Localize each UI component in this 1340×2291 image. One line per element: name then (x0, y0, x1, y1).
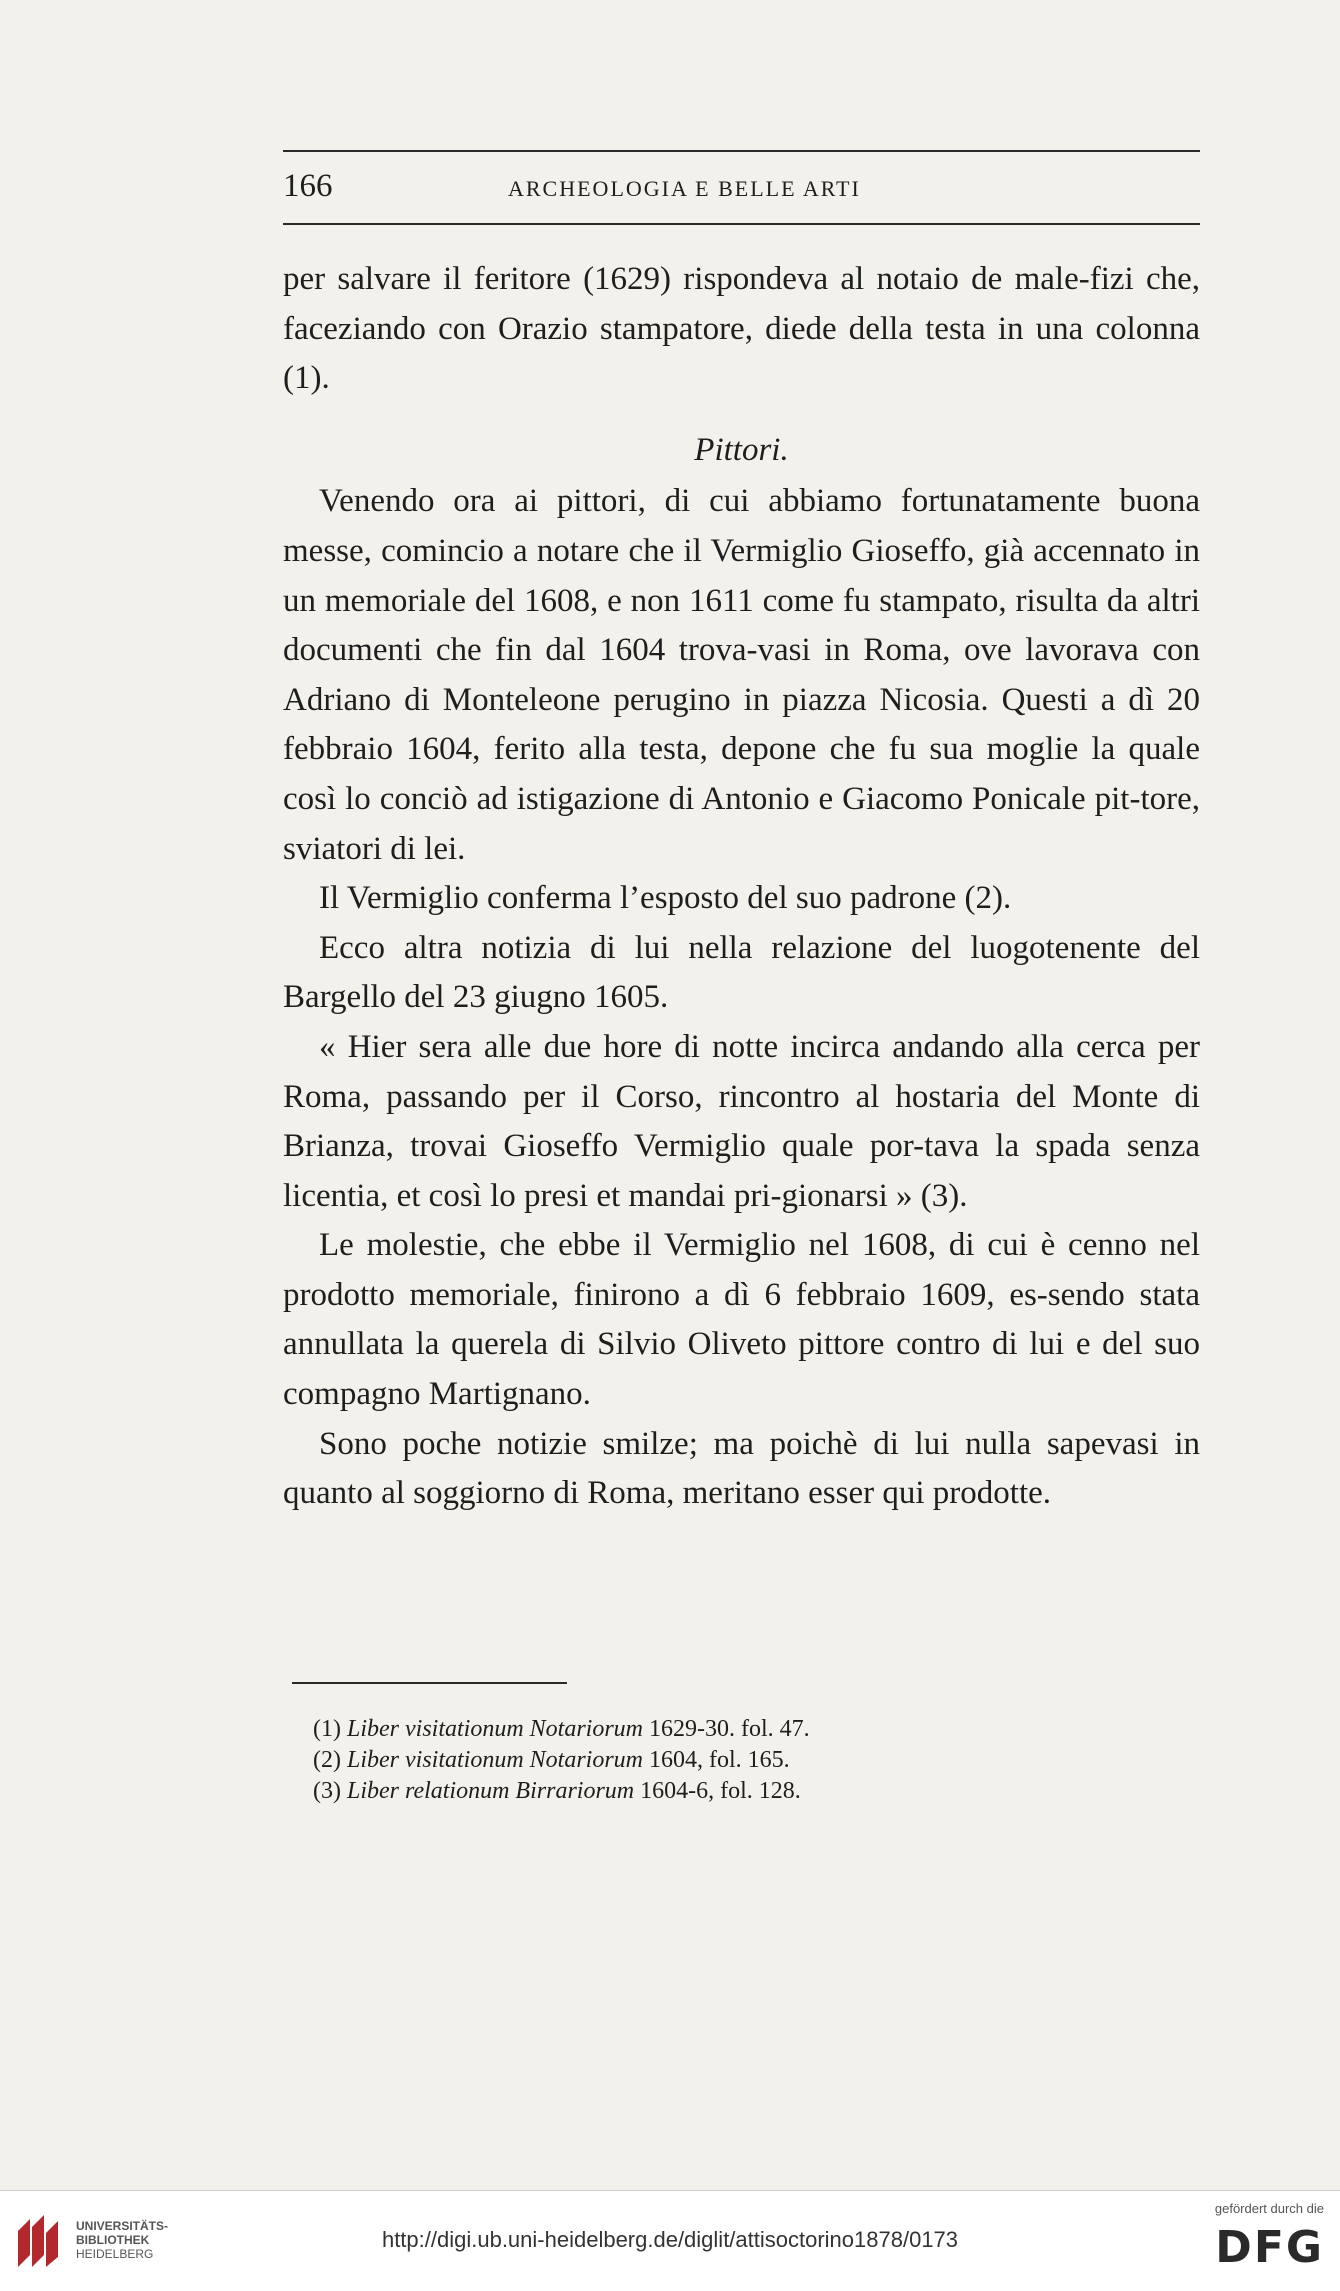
paragraph-4: Ecco altra notizia di lui nella relazione del luogotenente del Bargello del 23 giugno 1605. (283, 929, 1200, 1016)
footnote-2 (313, 1745, 1193, 1776)
footnote-source: Liber relationum Birrariorum (346, 1778, 635, 1804)
footnote-reference: 1604-6, fol. 128. (640, 1778, 801, 1804)
running-head-title: ARCHEOLOGIA E BELLE ARTI (508, 176, 861, 201)
footnote-reference: 1629-30. fol. 47. (649, 1716, 810, 1742)
footnote-rule (292, 1682, 567, 1684)
library-name-line: UNIVERSITÄTS- (76, 2219, 169, 2233)
footnotes (313, 1714, 1193, 1807)
header-rule-top (283, 150, 1200, 152)
permalink-link[interactable]: http://digi.ub.uni-heidelberg.de/diglit/attisoctorino1878/0173 (381, 2227, 959, 2252)
section-heading: Pittori. (694, 431, 789, 468)
paragraph-2: Venendo ora ai pittori, di cui abbiamo fortunatamente buona messe, comincio a notare che il Vermiglio Gioseffo, già accennato in un memoriale del 1608, e non 1611 come fu stampato, risulta da altri documenti che fin dal 1604 trova-vasi in Roma, ove lavorava con Adriano di Monteleone perugino in piazza Nicosia. Questi a dì 20 febbraio 1604, ferito alla testa, depone che fu sua moglie la quale così lo conciò ad istigazione di Antonio e Giacomo Ponicale pit-tore, sviatori di lei. (283, 483, 1200, 867)
footnote-number: (3) (313, 1778, 341, 1804)
dfg-logo: DFG (1215, 2222, 1324, 2273)
body-text (283, 255, 1200, 1519)
paragraph-5: « Hier sera alle due hore di notte incirca andando alla cerca per Roma, passando per il Corso, rincontro al hostaria del Monte di Brianza, trovai Gioseffo Vermiglio quale por-tava la spada senza licentia, et così lo presi et mandai pri-gionarsi » (3). (283, 1028, 1200, 1214)
header-rule-bottom (283, 223, 1200, 225)
library-name-line: BIBLIOTHEK (76, 2233, 150, 2247)
footnote-number: (2) (313, 1747, 341, 1773)
footnote-1 (313, 1714, 1193, 1745)
page-number: 166 (283, 168, 333, 204)
footer-bar (0, 2190, 1340, 2291)
paragraph-7: Sono poche notizie smilze; ma poichè di lui nulla sapevasi in quanto al soggiorno di Roma, meritano esser qui prodotte. (283, 1425, 1200, 1512)
paragraph-3: Il Vermiglio conferma l’esposto del suo padrone (2). (319, 880, 1012, 917)
running-head (283, 168, 1200, 212)
footnote-reference: 1604, fol. 165. (649, 1747, 790, 1773)
sponsor-caption: gefördert durch die (1214, 2201, 1324, 2216)
footnote-number: (1) (313, 1716, 341, 1742)
footnote-source: Liber visitationum Notariorum (346, 1747, 644, 1773)
paragraph-6: Le molestie, che ebbe il Vermiglio nel 1608, di cui è cenno nel prodotto memoriale, finirono a dì 6 febbraio 1609, es-sendo stata annullata la querela di Silvio Oliveto pittore contro di lui e del suo compagno Martignano. (283, 1227, 1200, 1413)
library-name-city: HEIDELBERG (76, 2247, 154, 2261)
footnote-source: Liber visitationum Notariorum (346, 1716, 644, 1742)
paragraph-1: per salvare il feritore (1629) rispondeva al notaio de male-fizi che, faceziando con Orazio stampatore, diede della testa in una colonna (1). (283, 261, 1200, 397)
footnote-3 (313, 1776, 1193, 1807)
